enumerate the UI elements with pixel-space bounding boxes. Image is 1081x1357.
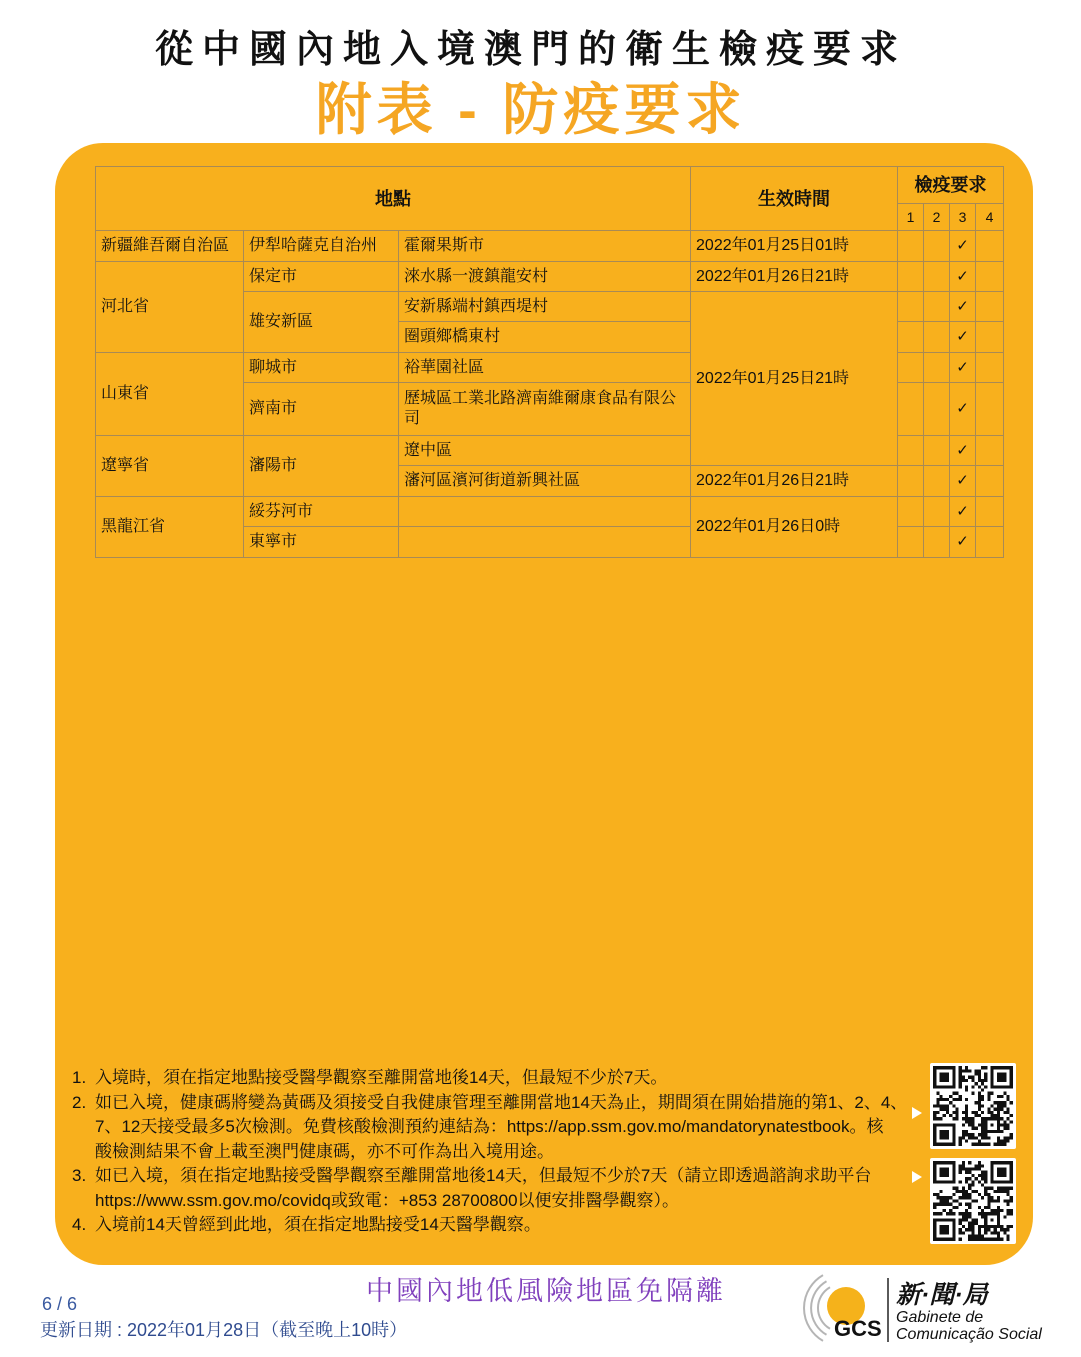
check-icon <box>924 527 950 558</box>
area-cell: 圈頭鄉橋東村 <box>399 322 691 353</box>
check-icon <box>924 436 950 466</box>
check-icon <box>976 527 1004 558</box>
check-icon <box>976 292 1004 322</box>
update-date: 更新日期 : 2022年01月28日（截至晚上10時） <box>40 1320 408 1340</box>
area-cell <box>399 527 691 558</box>
note-item <box>70 1091 907 1165</box>
city-cell: 濟南市 <box>244 383 399 436</box>
check-icon: ✓ <box>950 262 976 292</box>
quarantine-requirements-table <box>95 166 1004 558</box>
logo-chinese-name: 新·聞·局 <box>896 1281 988 1309</box>
check-icon <box>976 353 1004 383</box>
area-cell: 安新縣端村鎮西堤村 <box>399 292 691 322</box>
area-cell: 霍爾果斯市 <box>399 231 691 262</box>
header-quarantine-requirements: 檢疫要求 <box>898 167 1004 204</box>
province-cell: 遼寧省 <box>96 436 244 497</box>
note-text: 入境前14天曾經到此地，須在指定地點接受14天醫學觀察。 <box>95 1215 541 1234</box>
city-cell: 瀋陽市 <box>244 436 399 497</box>
area-cell: 遼中區 <box>399 436 691 466</box>
page-number: 6 / 6 <box>42 1294 78 1314</box>
note-text: 酸檢測結果不會上載至澳門健康碼，亦不可作為出入境用途。 <box>95 1141 554 1161</box>
check-icon <box>898 292 924 322</box>
check-icon <box>976 322 1004 353</box>
effective-time-cell: 2022年01月25日01時 <box>691 231 898 262</box>
city-cell: 雄安新區 <box>244 292 399 353</box>
page-subtitle: 附表 - 防疫要求 <box>315 78 747 141</box>
province-cell: 山東省 <box>96 353 244 436</box>
notes-list <box>70 1066 907 1238</box>
logo-portuguese-line2: Comunicação Social <box>896 1326 1042 1343</box>
triangle-right-icon <box>912 1107 922 1119</box>
check-icon: ✓ <box>950 466 976 497</box>
note-number: 3. <box>72 1166 87 1185</box>
requirements-panel <box>55 143 1033 1265</box>
note-text: 入境時，須在指定地點接受醫學觀察至離開當地後14天，但最短不少於7天。 <box>95 1068 668 1087</box>
check-icon <box>924 262 950 292</box>
area-cell: 淶水縣一渡鎮龍安村 <box>399 262 691 292</box>
check-icon <box>976 436 1004 466</box>
note-number: 2. <box>72 1092 87 1112</box>
check-icon <box>898 466 924 497</box>
province-cell: 河北省 <box>96 262 244 353</box>
header-requirement-level: 4 <box>976 204 1004 231</box>
effective-time-cell: 2022年01月25日21時 <box>691 292 898 466</box>
check-icon <box>976 466 1004 497</box>
check-icon: ✓ <box>950 436 976 466</box>
check-icon <box>898 262 924 292</box>
check-icon <box>924 231 950 262</box>
table-row <box>96 231 1004 262</box>
table-row <box>96 497 1004 527</box>
logo-portuguese-line1: Gabinete de <box>896 1309 984 1326</box>
low-risk-banner: 中國內地低風險地區免隔離 <box>366 1276 726 1306</box>
check-icon <box>976 497 1004 527</box>
page-title: 從中國內地入境澳門的衛生檢疫要求 <box>154 29 907 71</box>
check-icon <box>898 527 924 558</box>
area-cell: 裕華園社區 <box>399 353 691 383</box>
note-text: 如已入境，須在指定地點接受醫學觀察至離開當地後14天，但最短不少於7天（請立即透過諮詢求助平台 <box>95 1166 872 1185</box>
check-icon <box>924 383 950 436</box>
check-icon: ✓ <box>950 497 976 527</box>
table-row <box>96 262 1004 292</box>
city-cell: 東寧市 <box>244 527 399 558</box>
qr-code-icon <box>930 1158 1016 1244</box>
note-text: 如已入境，健康碼將變為黃碼及須接受自我健康管理至離開當地14天為止，期間須在開始措施的第1、2、4、 <box>95 1092 908 1112</box>
city-cell: 聊城市 <box>244 353 399 383</box>
logo-mark: GCS <box>834 1316 882 1341</box>
check-icon <box>924 353 950 383</box>
check-icon <box>898 231 924 262</box>
check-icon <box>924 497 950 527</box>
check-icon: ✓ <box>950 292 976 322</box>
check-icon <box>898 353 924 383</box>
check-icon <box>924 466 950 497</box>
effective-time-cell: 2022年01月26日21時 <box>691 262 898 292</box>
note-number: 4. <box>72 1215 87 1234</box>
qr-code-icon <box>930 1063 1016 1149</box>
effective-time-cell: 2022年01月26日21時 <box>691 466 898 497</box>
header-requirement-level: 2 <box>924 204 950 231</box>
gcs-logo <box>790 1270 1062 1348</box>
area-cell: 瀋河區濱河街道新興社區 <box>399 466 691 497</box>
check-icon <box>976 231 1004 262</box>
check-icon <box>924 292 950 322</box>
check-icon: ✓ <box>950 383 976 436</box>
note-item <box>70 1164 907 1213</box>
note-item <box>70 1213 907 1238</box>
qr-modules <box>933 1066 1013 1146</box>
area-cell: 歷城區工業北路濟南維爾康食品有限公司 <box>399 383 691 436</box>
province-cell: 新疆維吾爾自治區 <box>96 231 244 262</box>
check-icon: ✓ <box>950 322 976 353</box>
province-cell: 黑龍江省 <box>96 497 244 558</box>
note-item <box>70 1066 907 1091</box>
note-number: 1. <box>72 1068 87 1087</box>
triangle-right-icon <box>912 1171 922 1183</box>
check-icon: ✓ <box>950 231 976 262</box>
logo-arcs <box>804 1275 830 1341</box>
note-text: https://www.ssm.gov.mo/covidq或致電：+853 28700800以便安排醫學觀察）。 <box>95 1190 680 1210</box>
note-text: 7、12天接受最多5次檢測。免費核酸檢測預約連結為：https://app.ssm.gov.mo/mandatorynatestbook。核 <box>95 1117 884 1136</box>
check-icon <box>976 383 1004 436</box>
header-location: 地點 <box>96 167 691 231</box>
header-effective-time: 生效時間 <box>691 167 898 231</box>
effective-time-cell: 2022年01月26日0時 <box>691 497 898 558</box>
check-icon <box>898 436 924 466</box>
check-icon: ✓ <box>950 527 976 558</box>
header-requirement-level: 3 <box>950 204 976 231</box>
check-icon <box>924 322 950 353</box>
check-icon <box>976 262 1004 292</box>
city-cell: 伊犁哈薩克自治州 <box>244 231 399 262</box>
check-icon: ✓ <box>950 353 976 383</box>
qr-modules <box>933 1161 1013 1241</box>
check-icon <box>898 322 924 353</box>
check-icon <box>898 497 924 527</box>
header-requirement-level: 1 <box>898 204 924 231</box>
city-cell: 綏芬河市 <box>244 497 399 527</box>
city-cell: 保定市 <box>244 262 399 292</box>
check-icon <box>898 383 924 436</box>
area-cell <box>399 497 691 527</box>
